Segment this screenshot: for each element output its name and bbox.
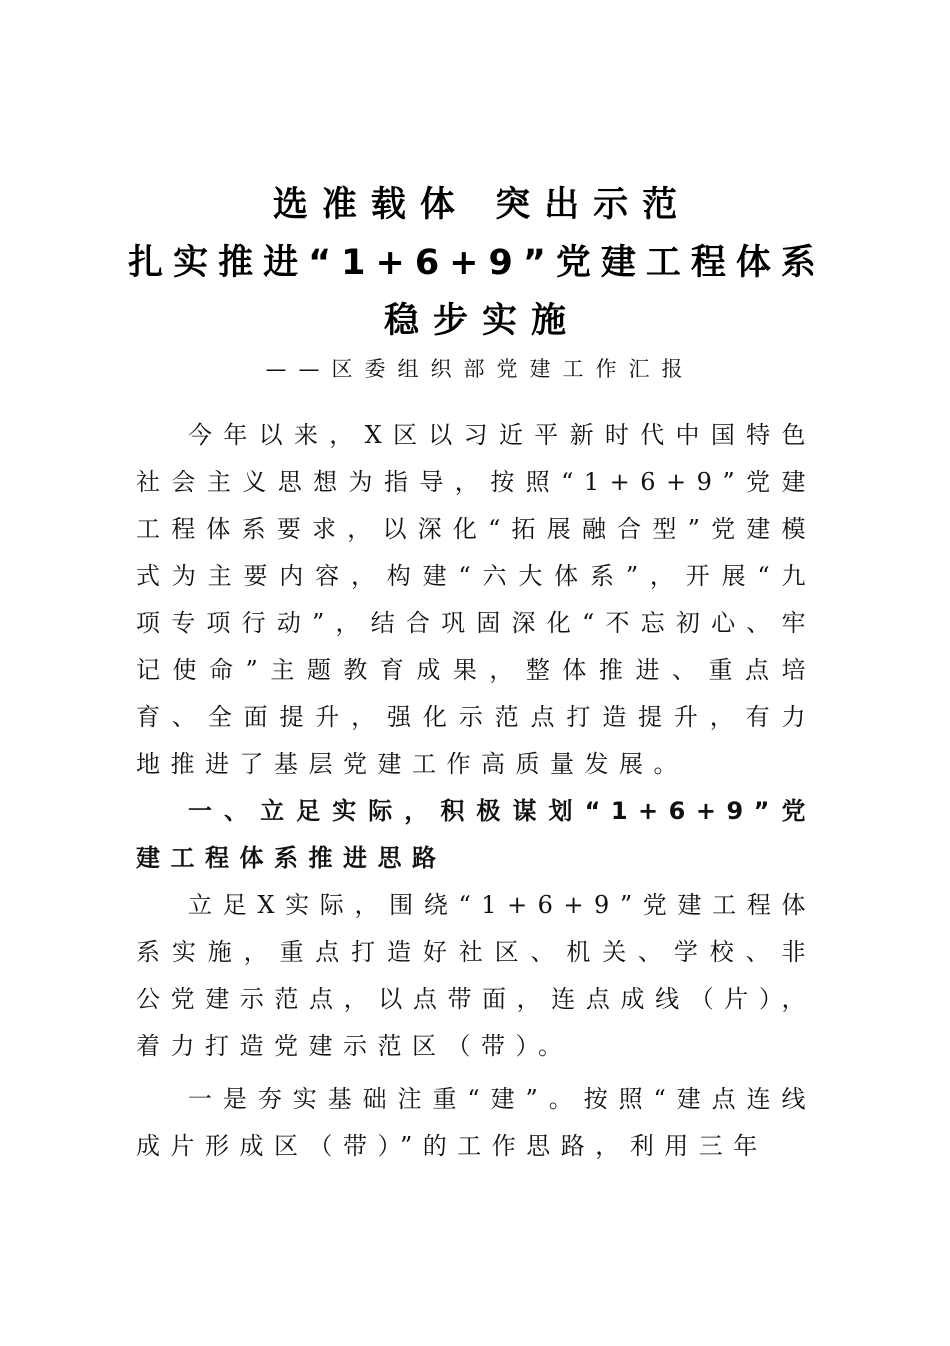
title-block	[0, 176, 950, 386]
subtitle: ——区委组织部党建工作汇报	[265, 357, 695, 381]
title-line-2: 扎实推进“1+6+9”党建工程体系	[128, 243, 826, 283]
paragraph-point-1: 一是夯实基础注重“建”。按照“建点连线成片形成区（带）”的工作思路，利用三年	[136, 1085, 816, 1160]
paragraph-intro: 今年以来，X区以习近平新时代中国特色社会主义思想为指导，按照“1+6+9”党建工程体系要求，以深化“拓展融合型”党建模式为主要内容，构建“六大体系”，开展“九项专项行动”，结合巩固深化“不忘初心、牢记使命”主题教育成果，整体推进、重点培育、全面提升，强化示范点打造提升，有力地推进了基层党建工作高质量发展。	[136, 421, 816, 778]
title-line-3: 稳步实施	[383, 301, 580, 341]
title-line-1: 选准载体 突出示范	[272, 185, 692, 225]
body-text	[136, 412, 816, 1170]
section-heading-1: 一、立足实际，积极谋划“1+6+9”党建工程体系推进思路	[136, 797, 816, 872]
paragraph-section-1: 立足X实际，围绕“1+6+9”党建工程体系实施，重点打造好社区、机关、学校、非公党建示范点，以点带面，连点成线（片），着力打造党建示范区（带）。	[136, 891, 816, 1060]
